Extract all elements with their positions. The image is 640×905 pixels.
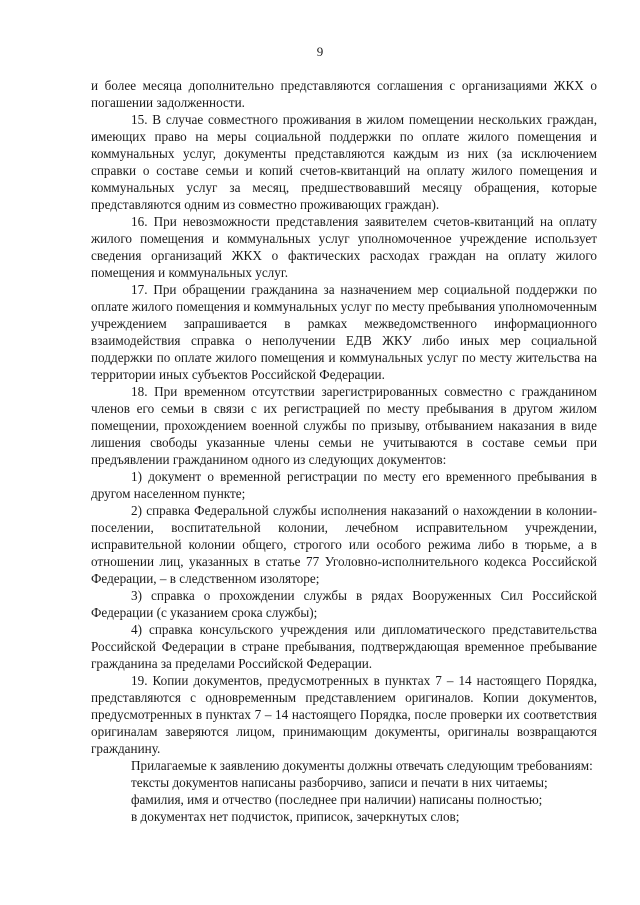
paragraph-continuation: и более месяца дополнительно представляются соглашения с организациями ЖКХ о погашении задолженности. xyxy=(91,78,597,110)
paragraph-item-19: 19. Копии документов, предусмотренных в пунктах 7 – 14 настоящего Порядка, представляются с одновременным представлением оригиналов. Копии документов, предусмотренных в пунктах 7 – 14 настоящего Порядка, после проверки их соответствия оригиналам заверяются лицом, принимающим документы, оригиналы возвращаются гражданину. xyxy=(91,673,597,756)
list-item-18-2: 2) справка Федеральной службы исполнения наказаний о нахождении в колонии-поселении, воспитательной колонии, лечебном исправительном учреждении, исправительной колонии общего, строгого или особого режима либо в тюрьме, а в отношении лиц, указанных в статье 77 Уголовно-исполнительного кодекса Российской Федерации, – в следственном изоляторе; xyxy=(91,503,597,586)
paragraph-item-15: 15. В случае совместного проживания в жилом помещении нескольких граждан, имеющих право на меры социальной поддержки по оплате жилого помещения и коммунальных услуг, документы представляются каждым из них (за исключением справки о составе семьи и копий счетов-квитанций на оплату жилого помещения и коммунальных услуг за месяц, предшествовавший месяцу обращения, которые представляются одним из совместно проживающих граждан). xyxy=(91,112,597,212)
requirement-item-3: в документах нет подчисток, приписок, зачеркнутых слов; xyxy=(131,809,460,824)
paragraph-requirements-intro: Прилагаемые к заявлению документы должны отвечать следующим требованиям: xyxy=(131,758,593,773)
list-item-18-1: 1) документ о временной регистрации по месту его временного пребывания в другом населенном пункте; xyxy=(91,469,597,501)
list-item-18-4: 4) справка консульского учреждения или дипломатического представительства Российской Федерации в стране пребывания, подтверждающая временное пребывание гражданина за пределами Российской Федерации. xyxy=(91,622,597,671)
paragraph-item-16: 16. При невозможности представления заявителем счетов-квитанций на оплату жилого помещения и коммунальных услуг уполномоченное учреждение использует сведения организаций ЖКХ о фактических расходах граждан на оплату жилого помещения и коммунальных услуг. xyxy=(91,214,597,280)
requirement-item-1: тексты документов написаны разборчиво, записи и печати в них читаемы; xyxy=(131,775,548,790)
list-item-18-3: 3) справка о прохождении службы в рядах Вооруженных Сил Российской Федерации (с указанием срока службы); xyxy=(91,588,597,620)
document-body xyxy=(91,77,597,825)
requirement-item-2: фамилия, имя и отчество (последнее при наличии) написаны полностью; xyxy=(131,792,543,807)
paragraph-item-17: 17. При обращении гражданина за назначением мер социальной поддержки по оплате жилого помещения и коммунальных услуг по месту пребывания уполномоченным учреждением запрашивается в рамках межведомственного информационного взаимодействия справка о неполучении ЕДВ ЖКУ либо иных мер социальной поддержки по оплате жилого помещения и коммунальных услуг по месту жительства на территории иных субъектов Российской Федерации. xyxy=(91,282,597,382)
paragraph-item-18: 18. При временном отсутствии зарегистрированных совместно с гражданином членов его семьи в связи с их регистрацией по месту пребывания в другом жилом помещении, прохождением военной службы по призыву, отбыванием наказания в виде лишения свободы указанные члены семьи не учитываются в составе семьи при предъявлении гражданином одного из следующих документов: xyxy=(91,384,597,467)
page-number: 9 xyxy=(316,44,324,59)
